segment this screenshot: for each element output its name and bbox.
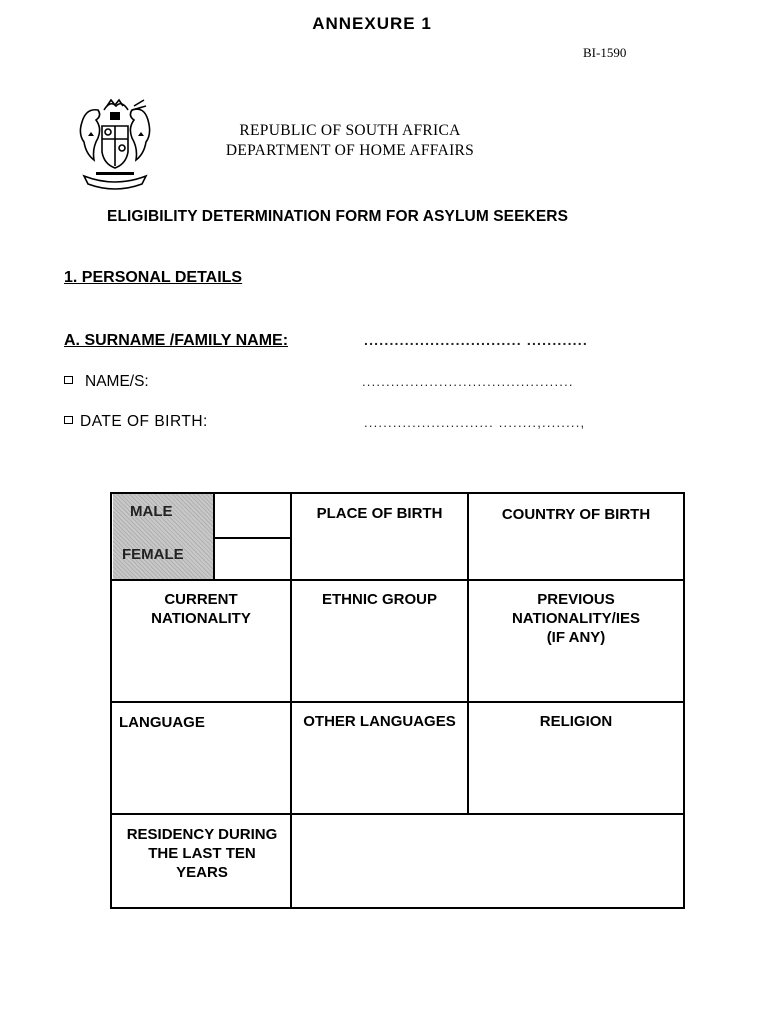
- names-row: [64, 373, 149, 391]
- table-column-divider: [467, 492, 469, 815]
- surname-label: A. SURNAME /FAMILY NAME:: [64, 332, 289, 349]
- dob-field[interactable]: ........................... ........,........,: [364, 415, 586, 430]
- previous-nationality-header: [469, 590, 683, 647]
- header-line: PREVIOUS: [537, 591, 615, 608]
- header-line: RESIDENCY DURING: [126, 826, 278, 843]
- surname-field[interactable]: ............................... ............: [364, 332, 588, 348]
- header-line: NATIONALITY: [151, 610, 251, 627]
- dob-label: DATE OF BIRTH:: [80, 413, 208, 430]
- religion-header: RELIGION: [539, 713, 613, 730]
- form-reference-number: BI-1590: [583, 45, 627, 60]
- header-line: YEARS: [176, 864, 228, 881]
- female-label: FEMALE: [122, 546, 184, 563]
- header-line: CURRENT: [164, 591, 238, 608]
- ethnic-group-header: ETHNIC GROUP: [321, 591, 437, 608]
- republic-heading: [200, 121, 500, 161]
- header-line: THE LAST TEN: [148, 845, 256, 862]
- gender-divider: [213, 537, 291, 539]
- table-row-divider: [110, 813, 685, 815]
- language-header: LANGUAGE: [119, 714, 205, 731]
- annexure-heading: ANNEXURE 1: [312, 14, 432, 33]
- country-of-birth-header: COUNTRY OF BIRTH: [501, 506, 651, 523]
- table-row-divider: [110, 701, 685, 703]
- table-row-divider: [110, 579, 685, 581]
- coat-of-arms-icon: [74, 96, 156, 190]
- residency-header: [112, 825, 292, 882]
- current-nationality-header: [112, 590, 290, 628]
- form-title: ELIGIBILITY DETERMINATION FORM FOR ASYLUM SEEKERS: [107, 208, 569, 225]
- names-label: NAME/S:: [85, 373, 149, 390]
- table-border-right: [683, 492, 685, 909]
- section-heading-personal-details: 1. PERSONAL DETAILS: [64, 269, 243, 286]
- republic-name: REPUBLIC OF SOUTH AFRICA: [239, 122, 461, 139]
- gender-column-divider: [213, 494, 215, 580]
- place-of-birth-header: PLACE OF BIRTH: [316, 505, 443, 522]
- other-languages-header: OTHER LANGUAGES: [303, 713, 456, 730]
- department-name: DEPARTMENT OF HOME AFFAIRS: [225, 142, 475, 159]
- table-border-bottom: [110, 907, 685, 909]
- dob-checkbox[interactable]: [64, 416, 73, 424]
- header-line: (IF ANY): [546, 629, 606, 646]
- dob-row: [64, 413, 208, 431]
- header-line: NATIONALITY/IES: [511, 610, 641, 627]
- names-checkbox[interactable]: [64, 376, 73, 384]
- table-border-top: [110, 492, 685, 494]
- male-label: MALE: [130, 503, 173, 520]
- names-field[interactable]: ............................................: [362, 374, 574, 389]
